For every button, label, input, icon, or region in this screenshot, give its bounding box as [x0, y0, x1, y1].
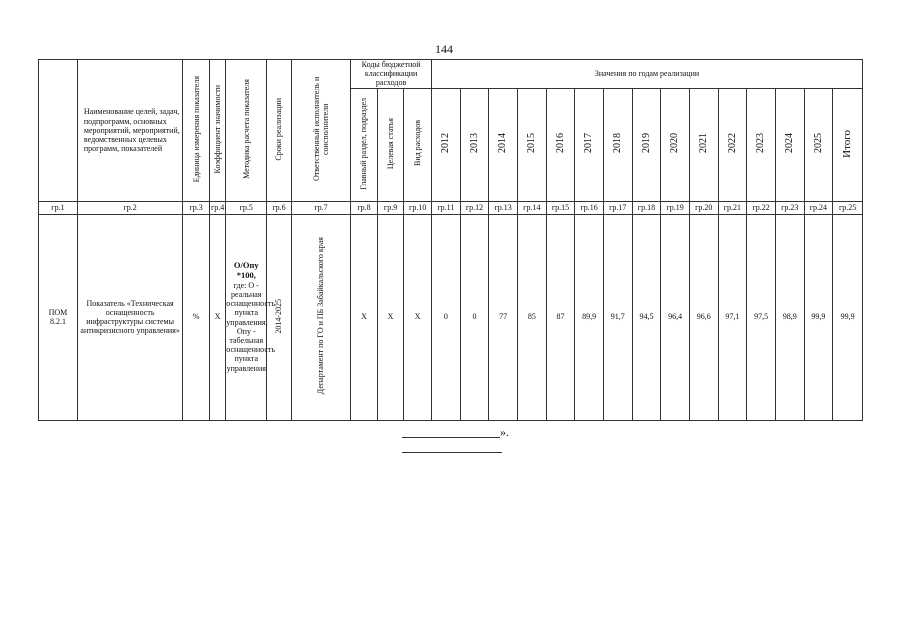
header-coef: Коэффициент значимости: [209, 60, 225, 202]
col-number: гр.7: [291, 201, 350, 214]
column-number-row: [39, 201, 863, 214]
col-number: гр.12: [460, 201, 489, 214]
col-number: гр.5: [226, 201, 267, 214]
row-code: ПОМ 8.2.1: [39, 214, 78, 420]
col-number: гр.9: [377, 201, 404, 214]
row-unit: %: [183, 214, 210, 420]
header-year: 2012: [432, 88, 461, 201]
row-value: 97,1: [718, 214, 747, 420]
header-target-item: Целевая статья: [377, 88, 404, 201]
col-number: гр.15: [546, 201, 575, 214]
header-budget-codes: Коды бюджетной классификации расходов: [351, 60, 432, 89]
row-name: Показатель «Техническая оснащенность инфраструктуры системы антикризисного управления»: [77, 214, 182, 420]
header-year: 2014: [489, 88, 518, 201]
col-number: гр.21: [718, 201, 747, 214]
header-year: 2023: [747, 88, 776, 201]
row-value: 96,6: [689, 214, 718, 420]
header-expense-type: Вид расходов: [404, 88, 432, 201]
header-main-section: Главный раздел, подраздел: [351, 88, 378, 201]
row-value: 0: [460, 214, 489, 420]
header-year: 2017: [575, 88, 604, 201]
closing-line: [402, 425, 509, 440]
header-year: 2020: [661, 88, 690, 201]
header-unit: Единица измерения показателя: [183, 60, 210, 202]
row-total: 99,9: [833, 214, 863, 420]
row-period: 2014-2025: [267, 214, 292, 420]
header-year: 2019: [632, 88, 661, 201]
row-value: 77: [489, 214, 518, 420]
header-row-1: [39, 60, 863, 89]
header-year: 2016: [546, 88, 575, 201]
header-period: Сроки реализации: [267, 60, 292, 202]
col-number: гр.17: [603, 201, 632, 214]
closing-mark: ».: [500, 425, 509, 439]
row-value: 0: [432, 214, 461, 420]
row-expense-type: Х: [404, 214, 432, 420]
header-year: 2015: [517, 88, 546, 201]
col-number: гр.14: [517, 201, 546, 214]
col-number: гр.16: [575, 201, 604, 214]
header-responsible: Ответственный исполнитель и соисполнители: [291, 60, 350, 202]
row-value: 97,5: [747, 214, 776, 420]
col-number: гр.2: [77, 201, 182, 214]
header-name: Наименование целей, задач, подпрограмм, основных мероприятий, мероприятий, ведомственных целевых программ, показателей: [77, 60, 182, 202]
row-value: 89,9: [575, 214, 604, 420]
row-target-item: Х: [377, 214, 404, 420]
header-year: 2024: [775, 88, 804, 201]
col-number: гр.6: [267, 201, 292, 214]
row-value: 85: [517, 214, 546, 420]
row-value: 98,9: [775, 214, 804, 420]
col-number: гр.20: [689, 201, 718, 214]
header-year: 2022: [718, 88, 747, 201]
col-number: гр.11: [432, 201, 461, 214]
col-number: гр.22: [747, 201, 776, 214]
col-number: гр.1: [39, 201, 78, 214]
col-number: гр.25: [833, 201, 863, 214]
page-number: 144: [435, 42, 453, 56]
row-method: [226, 214, 276, 420]
header-method: Методика расчета показателя: [226, 60, 267, 202]
row-value: 91,7: [603, 214, 632, 420]
header-year: 2018: [603, 88, 632, 201]
header-year: 2025: [804, 88, 833, 201]
col-number: гр.19: [661, 201, 690, 214]
blank-line: [402, 437, 500, 438]
col-number: гр.3: [183, 201, 210, 214]
col-number: гр.8: [351, 201, 378, 214]
row-responsible: Департамент по ГО и ПБ Забайкальского края: [291, 214, 350, 420]
header-year: 2021: [689, 88, 718, 201]
col-number: гр.13: [489, 201, 518, 214]
row-value: 87: [546, 214, 575, 420]
header-values-by-year: Значения по годам реализации: [432, 60, 863, 89]
row-coef: Х: [209, 214, 225, 420]
col-number: гр.10: [404, 201, 432, 214]
method-formula: О/Опу *100,: [233, 260, 259, 281]
header-total: Итого: [833, 88, 863, 201]
header-code-cell: [39, 60, 78, 202]
row-value: 99,9: [804, 214, 833, 420]
separator-line: [402, 452, 502, 453]
row-value: 94,5: [632, 214, 661, 420]
table-row: [39, 214, 863, 420]
method-text: где: О - реальная оснащенность пункта управления, Опу - табельная оснащенность пункта управления: [226, 280, 276, 373]
row-value: 96,4: [661, 214, 690, 420]
col-number: гр.18: [632, 201, 661, 214]
header-year: 2013: [460, 88, 489, 201]
indicator-table: [38, 59, 863, 421]
col-number: гр.24: [804, 201, 833, 214]
col-number: гр.23: [775, 201, 804, 214]
row-main-section: Х: [351, 214, 378, 420]
col-number: гр.4: [209, 201, 225, 214]
